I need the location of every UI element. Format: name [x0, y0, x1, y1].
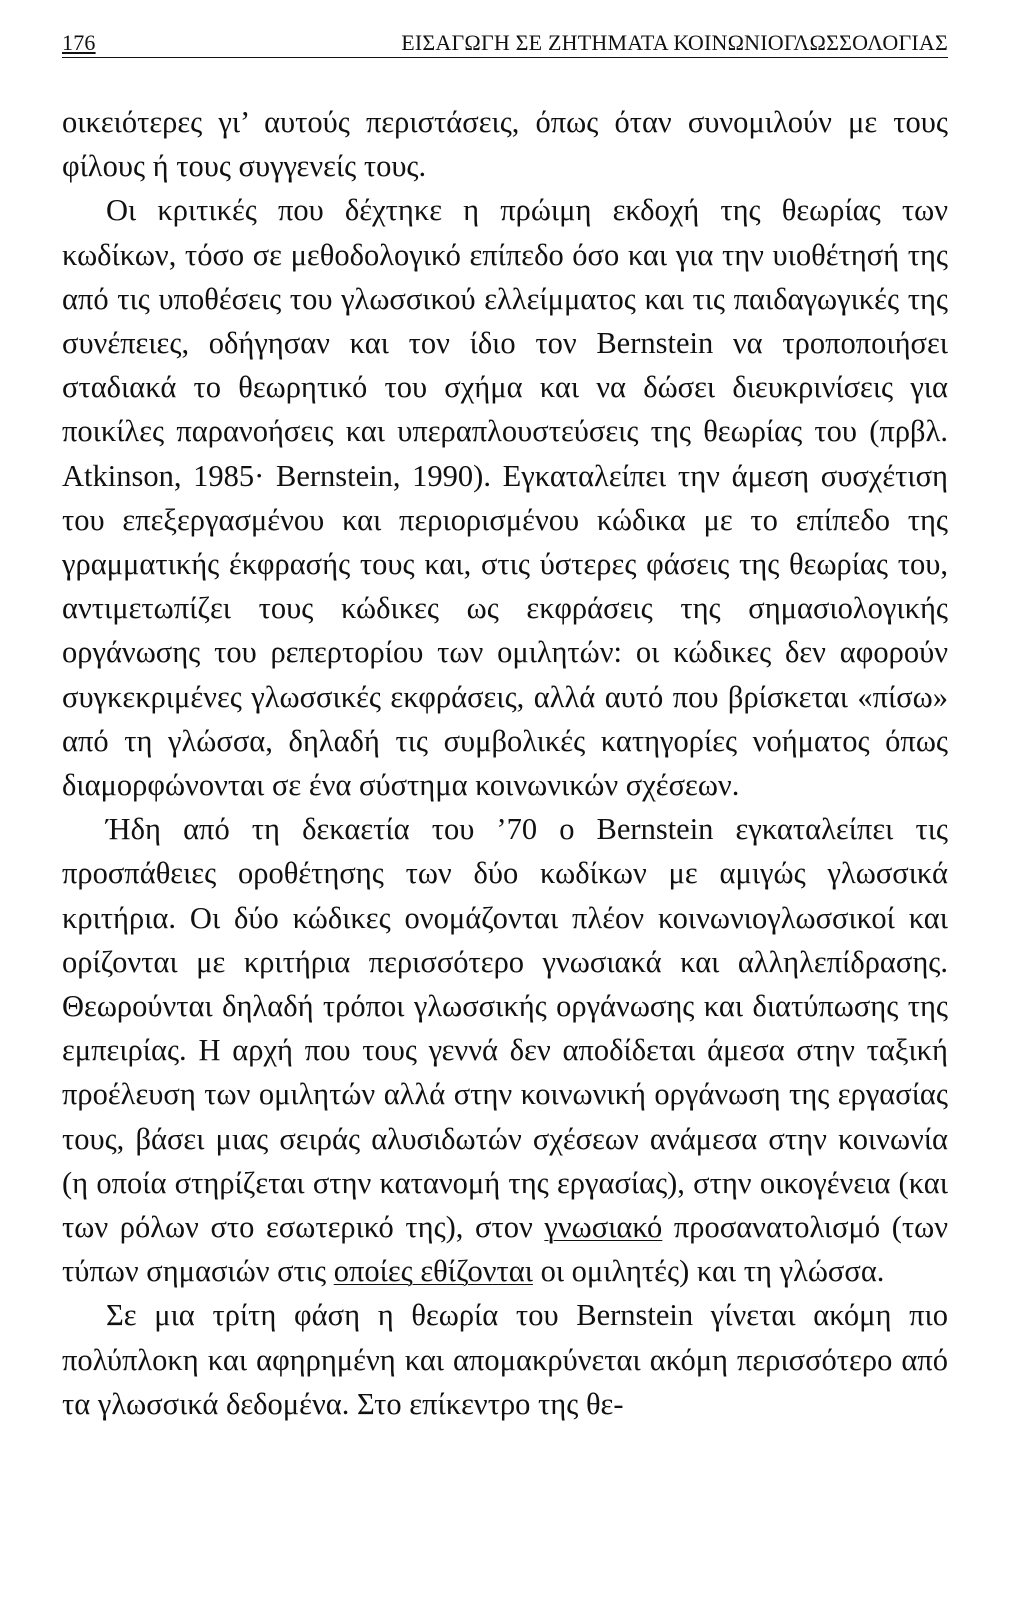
paragraph-text: Ήδη από τη δεκαετία του ’70 ο Bernstein εγκαταλείπει τις προσπάθειες οροθέτησης των δύο κωδίκων με αμιγώς γλωσσικά κριτήρια. Οι δύο κώδικες ονομάζονται πλέον κοινωνιογλωσσικοί και ορίζονται με κριτήρια περισσότερο γνωσιακά και αλληλεπίδρασης. Θεωρούνται δηλαδή τρόποι γλωσσικής οργάνωσης και διατύπωσης της εμπειρίας. Η αρχή που τους γεννά δεν αποδίδεται άμεσα στην ταξική προέλευση των ομιλητών αλλά στην κοινωνική οργάνωση της εργασίας τους, βάσει μιας σειράς αλυσιδωτών σχέσεων ανάμεσα στην κοινωνία (η οποία στηρίζεται στην κατανομή της εργασίας), στην οικογένεια (και των ρόλων στο εσωτερικό της), στον [62, 812, 948, 1245]
paragraph-third-phase: Σε μια τρίτη φάση η θεωρία του Bernstein γίνεται ακόμη πιο πολύπλοκη και αφηρημένη και απομακρύνεται ακόμη περισσότερο από τα γλωσσικά δεδομένα. Στο επίκεντρο της θε- [62, 1298, 948, 1421]
underlined-phrase: οποίες εθίζονται [333, 1254, 533, 1289]
underlined-word: γνωσιακό [544, 1210, 663, 1245]
page-number: 176 [62, 30, 96, 55]
paragraph-critiques: Οι κριτικές που δέχτηκε η πρώιμη εκδοχή της θεωρίας των κωδίκων, τόσο σε μεθοδολογικό επίπεδο όσο και για την υιοθέτησή της από τις υποθέσεις του γλωσσικού ελλείμματος και τις παιδαγωγικές της συνέπειες, οδήγησαν και τον ίδιο τον Bernstein να τροποποιήσει σταδιακά το θεωρητικό του σχήμα και να δώσει διευκρινίσεις για ποικίλες παρανοήσεις και υπεραπλουστεύσεις της θεωρίας του (πρβλ. Atkinson, 1985· Bernstein, 1990). Εγκαταλείπει την άμεση συσχέτιση του επεξεργασμένου και περιορισμένου κώδικα με το επίπεδο της γραμματικής έκφρασής τους και, στις ύστερες φάσεις της θεωρίας του, αντιμετωπίζει τους κώδικες ως εκφράσεις της σημασιολογικής οργάνωσης του ρεπερτορίου των ομιλητών: οι κώδικες δεν αφορούν συγκεκριμένες γλωσσικές εκφράσεις, αλλά αυτό που βρίσκεται «πίσω» από τη γλώσσα, δηλαδή τις συμβολικές κατηγορίες νοήματος όπως διαμορφώνονται σε ένα σύστημα κοινωνικών σχέσεων. [62, 193, 948, 803]
body-text [62, 100, 948, 1426]
paragraph-seventies [62, 807, 948, 1293]
paragraph-text: προσανατολισμό (των τύπων σημασιών στις [62, 1210, 949, 1289]
paragraph-continuation: οικειότερες γι’ αυτούς περιστάσεις, όπως όταν συνομιλούν με τους φίλους ή τους συγγενείς τους. [62, 105, 948, 184]
running-title: ΕΙΣΑΓΩΓΗ ΣΕ ΖΗΤΗΜΑΤΑ ΚΟΙΝΩΝΙΟΓΛΩΣΣΟΛΟΓΙΑΣ [401, 30, 948, 55]
paragraph-text: οι ομιλητές) και τη γλώσσα. [532, 1254, 885, 1289]
running-header [62, 30, 948, 58]
book-page [62, 30, 948, 1426]
